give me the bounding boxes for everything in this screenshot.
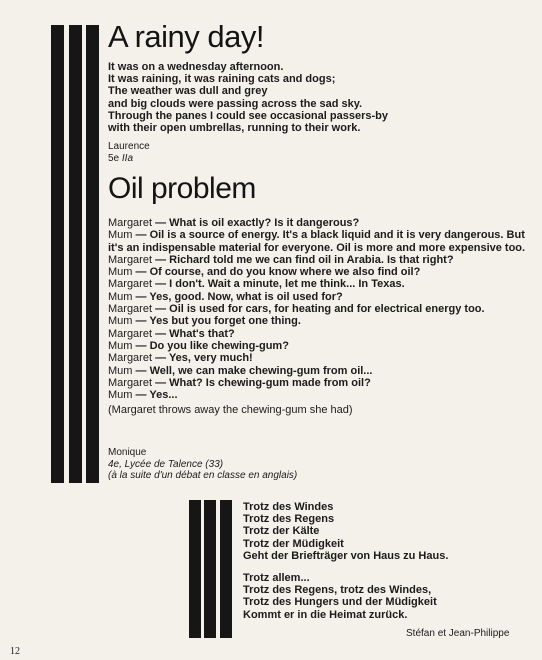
oil-problem-signature	[108, 447, 297, 482]
story-title-rainy-day: A rainy day!	[108, 19, 264, 54]
poem-line: Trotz des Hungers und der Müdigkeit	[243, 596, 437, 609]
dialogue-line: Mum — Yes but you forget one thing.	[108, 315, 301, 328]
poem-authors: Stéfan et Jean-Philippe	[406, 628, 510, 639]
page-number: 12	[10, 646, 20, 657]
dialogue-line: Mum — Of course, and do you know where we also find oil?	[108, 266, 421, 279]
text-line: with their open umbrellas, running to their work.	[108, 122, 361, 135]
dialogue-line: Mum — Oil is a source of energy. It's a black liquid and it is very dangerous. But it's an indispensable material for everyone. Oil is more and more expensive too.	[108, 229, 526, 254]
dialogue-line: Mum — Yes...	[108, 389, 178, 402]
german-poem	[243, 501, 533, 621]
rainy-day-signature	[108, 141, 150, 165]
decorative-bar-4	[189, 500, 201, 638]
poem-line: Trotz der Müdigkeit	[243, 537, 344, 550]
author-school: 4e, Lycée de Talence (33)	[108, 458, 224, 470]
stanza-gap	[243, 562, 533, 572]
rainy-day-text	[108, 61, 528, 134]
dialogue-line: Margaret — What is oil exactly? Is it dangerous?	[108, 217, 360, 229]
decorative-bar-5	[204, 500, 216, 638]
poem-line: Kommt er in die Heimat zurück.	[243, 608, 408, 621]
text-line: Through the panes I could see occasional passers-by	[108, 109, 388, 122]
decorative-bar-1	[51, 25, 64, 483]
poem-line: Trotz der Kälte	[243, 525, 320, 538]
decorative-bar-2	[69, 25, 82, 483]
poem-line: Geht der Briefträger von Haus zu Haus.	[243, 549, 449, 562]
dialogue-line: Margaret — What? Is chewing-gum made from oil?	[108, 376, 371, 389]
decorative-bar-6	[220, 500, 232, 638]
oil-problem-dialogue	[108, 217, 526, 417]
text-line: and big clouds were passing across the sad sky.	[108, 97, 363, 110]
dialogue-line: Margaret — Richard told me we can find oil in Arabia. Is that right?	[108, 253, 454, 266]
text-line: It was raining, it was raining cats and dogs;	[108, 73, 336, 86]
dialogue-line: Margaret — What's that?	[108, 327, 235, 340]
text-line: It was on a wednesday afternoon.	[108, 61, 284, 73]
story-title-oil-problem: Oil problem	[108, 172, 256, 205]
poem-line: Trotz des Regens	[243, 513, 335, 526]
dialogue-line: Margaret — Yes, very much!	[108, 352, 253, 365]
poem-line: Trotz allem...	[243, 572, 310, 585]
stage-direction: (Margaret throws away the chewing-gum she had)	[108, 404, 353, 417]
dialogue-line: Mum — Yes, good. Now, what is oil used for?	[108, 290, 343, 303]
author-class: 5e IIa	[108, 153, 134, 164]
dialogue-line: Margaret — I don't. Wait a minute, let me think... In Texas.	[108, 278, 405, 291]
author-note: (à la suite d'un débat en classe en anglais)	[108, 470, 298, 481]
poem-line: Trotz des Regens, trotz des Windes,	[243, 584, 432, 597]
text-line: The weather was dull and grey	[108, 85, 268, 98]
poem-line: Trotz des Windes	[243, 501, 334, 513]
dialogue-line: Mum — Well, we can make chewing-gum from oil...	[108, 364, 373, 377]
decorative-bar-3	[86, 25, 99, 483]
dialogue-line: Margaret — Oil is used for cars, for heating and for electrical energy too.	[108, 303, 485, 316]
author-name: Laurence	[108, 141, 150, 152]
dialogue-line: Mum — Do you like chewing-gum?	[108, 339, 289, 352]
author-name: Monique	[108, 447, 147, 458]
